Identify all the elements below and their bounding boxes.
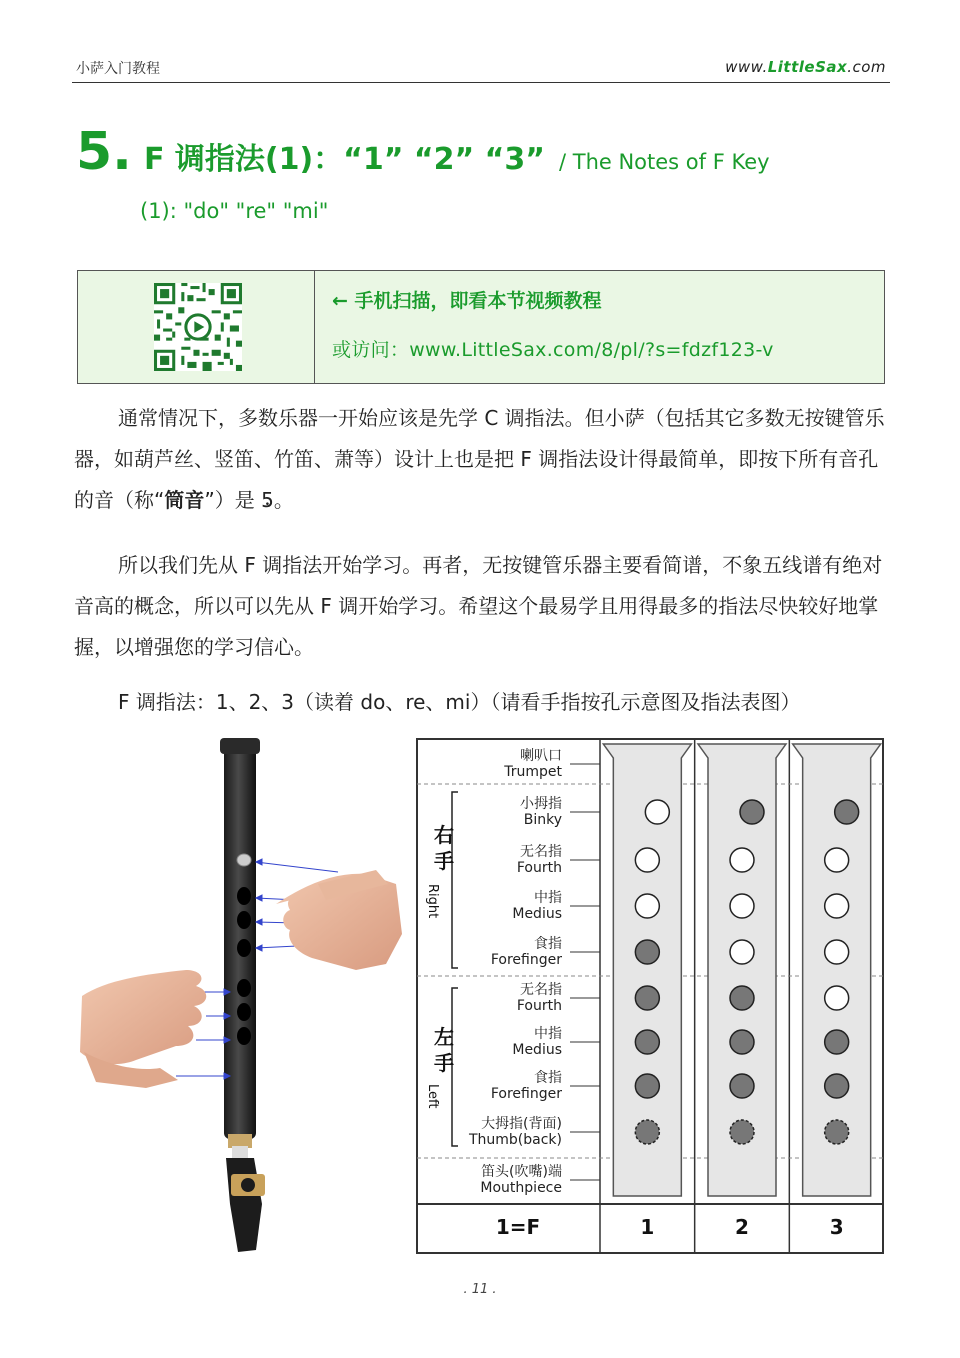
finger-hole-closed	[825, 1074, 849, 1098]
finger-hole-open	[645, 800, 669, 824]
section-title-english: / The Notes of F Key	[558, 150, 770, 174]
fingering-chart	[416, 738, 884, 1254]
header-website[interactable]: www.LittleSax.com	[725, 58, 886, 76]
finger-hole-open	[730, 894, 754, 918]
finger-hole-closed	[635, 1030, 659, 1054]
section-title	[76, 122, 896, 182]
right-hand-label-2: 手	[434, 849, 454, 873]
video-url-link[interactable]: 或访问：www.LittleSax.com/8/pl/?s=fdzf123-v	[332, 339, 774, 361]
row-label-zh: 中指	[534, 1026, 562, 1042]
header-title: 小萨入门教程	[76, 61, 160, 77]
section-title-main: F 调指法(1)：“1” “2” “3”	[143, 142, 545, 177]
paragraph-intro: 通常情况下，多数乐器一开始应该是先学 C 调指法。但小萨（包括其它多数无按键管乐器，如葫芦丝、竖笛、竹笛、萧等）设计上也是把 F 调指法设计得最简单，即按下所有音孔的音（称“筒音”）是 5 •。	[74, 398, 894, 521]
finger-hole-back	[635, 1120, 659, 1144]
finger-hole-closed	[730, 1074, 754, 1098]
row-label-en: Medius	[512, 1042, 562, 1058]
paragraph-reason: 所以我们先从 F 调指法开始学习。再者，无按键管乐器主要看简谱，不象五线谱有绝对音高的概念，所以可以先从 F 调开始学习。希望这个最易学且用得最多的指法尽快较好地掌握，以增强您的学习信心。	[74, 553, 883, 659]
page-number: . 11 .	[463, 1282, 497, 1297]
row-label-en: Trumpet	[504, 764, 562, 780]
row-label-zh: 无名指	[520, 982, 562, 998]
finger-hole-open	[825, 986, 849, 1010]
row-label-zh: 食指	[534, 936, 562, 952]
finger-hole-back	[730, 1120, 754, 1144]
qr-code-icon[interactable]	[154, 283, 242, 371]
left-hand-label-1: 左	[434, 1025, 454, 1049]
section-title-english-cont: (1): "do" "re" "mi"	[140, 199, 329, 223]
finger-hole-open	[825, 848, 849, 872]
finger-hole-open	[730, 940, 754, 964]
row-label-zh: 大拇指(背面)	[481, 1116, 562, 1132]
qr-cell	[78, 271, 315, 383]
note-label: 1	[640, 1215, 655, 1239]
left-hand-label-en: Left	[425, 1084, 440, 1109]
row-label-en: Fourth	[516, 998, 562, 1014]
right-hand-label-en: Right	[425, 884, 440, 919]
finger-hole-open	[635, 894, 659, 918]
finger-hole-open	[825, 894, 849, 918]
finger-hole-closed	[635, 1074, 659, 1098]
section-number: 5.	[76, 122, 132, 182]
row-label-en: Fourth	[516, 860, 562, 876]
low-note-5: 5 •	[261, 488, 274, 512]
row-label-zh: 笛头(吹嘴)端	[481, 1164, 562, 1180]
row-label-en: Mouthpiece	[480, 1180, 562, 1196]
finger-hole-closed	[730, 986, 754, 1010]
row-label-en: Thumb(back)	[468, 1132, 562, 1148]
instrument-hands-illustration	[76, 734, 404, 1256]
note-label: 2	[735, 1215, 749, 1239]
video-link-box	[77, 270, 885, 384]
key-label: 1=F	[495, 1215, 541, 1239]
right-hand-label-1: 右	[434, 823, 454, 847]
finger-hole-closed	[740, 800, 764, 824]
fingering-caption: F 调指法：1、2、3（读着 do、re、mi）（请看手指按孔示意图及指法表图）	[118, 690, 801, 714]
finger-hole-open	[730, 848, 754, 872]
row-label-en: Forefinger	[490, 952, 562, 968]
finger-hole-closed	[635, 940, 659, 964]
row-label-zh: 食指	[534, 1070, 562, 1086]
row-label-en: Forefinger	[490, 1086, 562, 1102]
row-label-zh: 无名指	[520, 844, 562, 860]
row-label-zh: 中指	[534, 890, 562, 906]
scan-instruction: ← 手机扫描，即看本节视频教程	[332, 290, 602, 312]
note-label: 3	[829, 1215, 844, 1239]
finger-hole-closed	[730, 1030, 754, 1054]
row-label-en: Binky	[523, 812, 562, 828]
left-hand-label-2: 手	[434, 1051, 454, 1075]
header-divider	[72, 82, 890, 83]
finger-hole-open	[635, 848, 659, 872]
row-label-zh: 喇叭口	[520, 748, 562, 764]
row-label-zh: 小拇指	[520, 796, 562, 812]
finger-hole-back	[825, 1120, 849, 1144]
finger-hole-open	[825, 940, 849, 964]
row-label-en: Medius	[512, 906, 562, 922]
finger-hole-closed	[635, 986, 659, 1010]
finger-hole-closed	[825, 1030, 849, 1054]
finger-hole-closed	[835, 800, 859, 824]
